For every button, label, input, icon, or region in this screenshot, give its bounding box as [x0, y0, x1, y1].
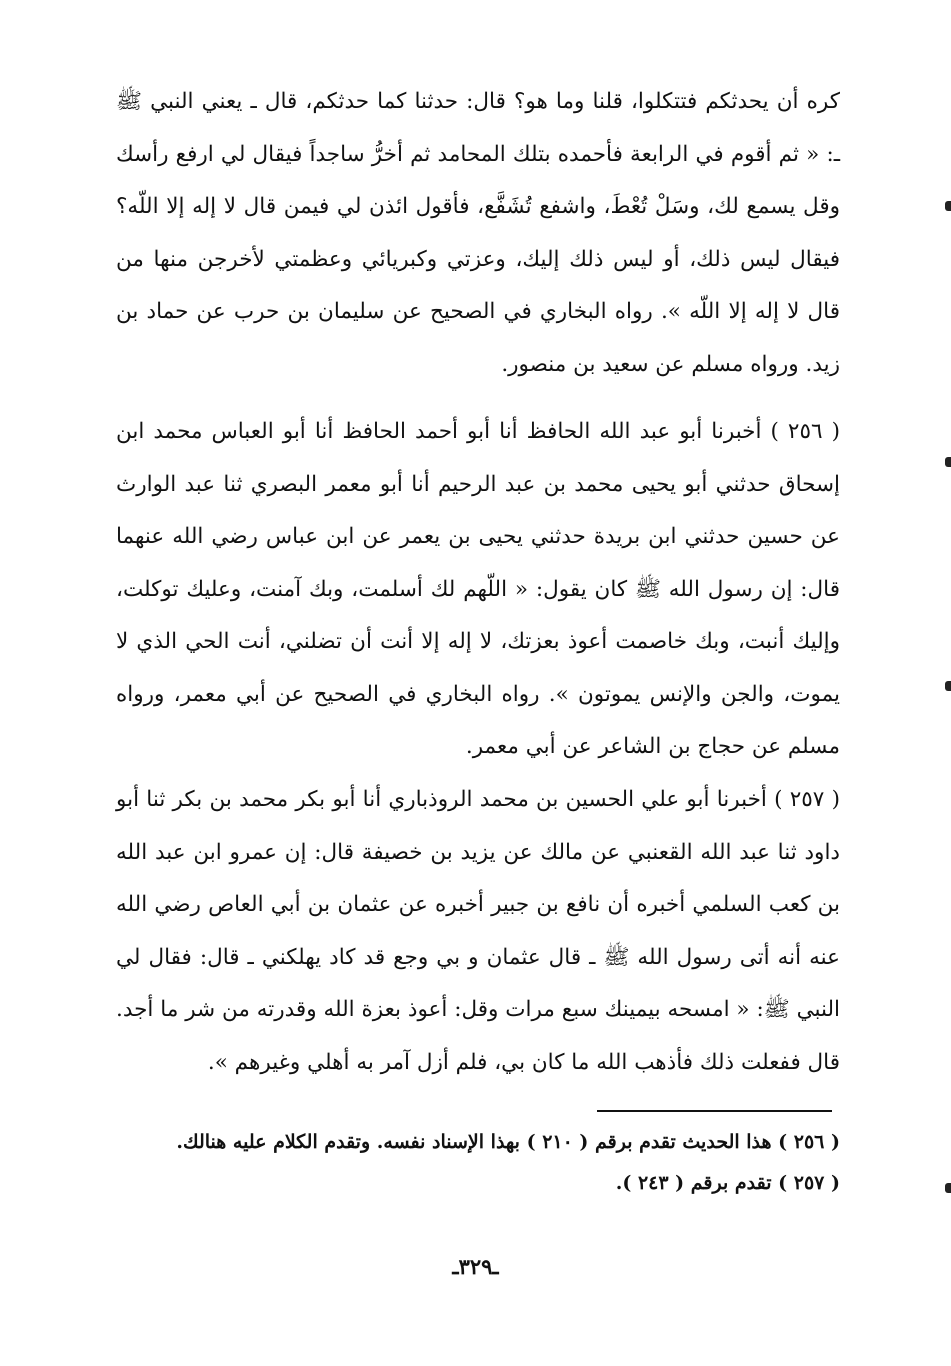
- scan-edge-mark: [945, 681, 951, 691]
- paragraph-hadith-256: [116, 406, 840, 774]
- footnotes: [116, 1122, 840, 1204]
- paragraph-hadith-257: [116, 774, 840, 1089]
- paragraph-text: ( ٢٥٧ ) أخبرنا أبو علي الحسين بن محمد الروذباري أنا أبو بكر محمد بن بكر ثنا أبو داود ثنا عبد الله القعنبي عن مالك عن يزيد بن خصيفة قال: إن عمرو ابن عبد الله بن كعب السلمي أخبره أن نافع بن جبير أخبره عن عثمان بن أبي العاص رضي الله عنه أنه أتى رسول الله ﷺ ـ قال عثمان و بي وجع قد كاد يهلكني ـ قال: فقال لي النبي ﷺ: « امسحه بيمينك سبع مرات وقل: أعوذ بعزة الله وقدرته من شر ما أجد. قال ففعلت ذلك فأذهب الله ما كان بي، فلم أزل آمر به أهلي وغيرهم ».: [116, 787, 840, 1075]
- paragraph-hadith-continuation: [116, 76, 840, 391]
- footnote-257: ( ٢٥٧ ) تقدم برقم ( ٢٤٣ ).: [615, 1172, 840, 1194]
- page-number: ـ٣٢٩ـ: [452, 1254, 499, 1279]
- scan-edge-mark: [945, 457, 951, 467]
- footnote-256: ( ٢٥٦ ) هذا الحديث تقدم برقم ( ٢١٠ ) بهذا الإسناد نفسه. وتقدم الكلام عليه هنالك.: [176, 1131, 840, 1153]
- paragraph-text: ( ٢٥٦ ) أخبرنا أبو عبد الله الحافظ أنا أبو أحمد الحافظ أنا أبو العباس محمد ابن إسحاق حدثني أبو يحيى محمد بن عبد الرحيم أنا أبو معمر البصري ثنا عبد الوارث عن حسين حدثني ابن بريدة حدثني يحيى بن يعمر عن ابن عباس رضي الله عنهما قال: إن رسول الله ﷺ كان يقول: « اللّهم لك أسلمت، وبك آمنت، وعليك توكلت، وإليك أنبت، وبك خاصمت أعوذ بعزتك، لا إله إلا أنت أن تضلني، أنت الحي الذي لا يموت، والجن والإنس يموتون ». رواه البخاري في الصحيح عن أبي معمر، ورواه مسلم عن حجاج بن الشاعر عن أبي معمر.: [116, 419, 840, 759]
- footnote-divider: [597, 1110, 832, 1112]
- paragraph-text: كره أن يحدثكم فتتكلوا، قلنا وما هو؟ قال: حدثنا كما حدثكم، قال ـ يعني النبي ﷺ ـ: « ثم أقوم في الرابعة فأحمده بتلك المحامد ثم أخرُّ ساجداً فيقال لي ارفع رأسك وقل يسمع لك، وسَلْ تُعْطَ، واشفع تُشَفَّع، فأقول ائذن لي فيمن قال لا إله إلا اللّه؟ فيقال ليس ذلك، أو ليس ذلك إليك، وعزتي وكبريائي وعظمتي لأخرجن منها من قال لا إله إلا اللّه ». رواه البخاري في الصحيح عن سليمان بن حرب عن حماد بن زيد. ورواه مسلم عن سعيد بن منصور.: [116, 89, 840, 377]
- scan-edge-mark: [945, 201, 951, 211]
- scan-edge-mark: [945, 1183, 951, 1193]
